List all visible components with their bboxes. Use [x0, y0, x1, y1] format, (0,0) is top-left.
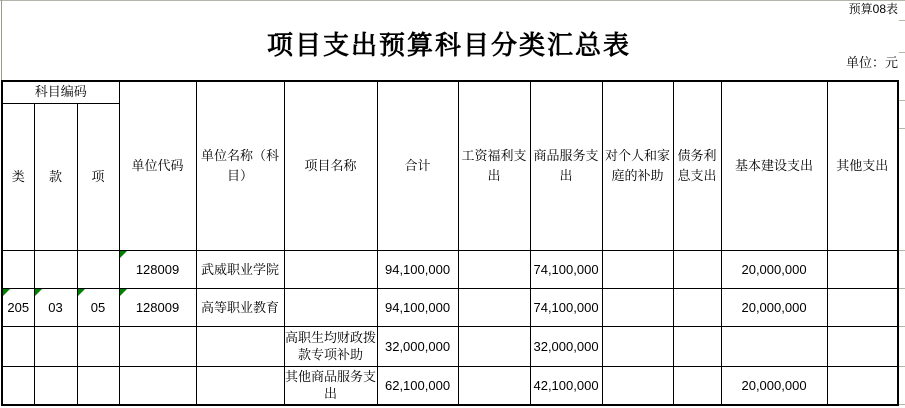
header-section[interactable]: 款 [34, 103, 77, 250]
header-other[interactable]: 其他支出 [827, 81, 898, 250]
sheet-top-edge-line [0, 0, 905, 1]
cell-unit-code[interactable] [119, 326, 196, 366]
green-triangle-icon [78, 289, 85, 296]
header-salary-welfare[interactable]: 工资福利支出 [458, 81, 530, 250]
green-triangle-icon [120, 289, 127, 296]
cell-salary-welfare[interactable] [458, 288, 530, 326]
header-item[interactable]: 项 [77, 103, 119, 250]
cell-individual-family[interactable] [602, 288, 673, 326]
cell-project-name[interactable]: 其他商品服务支出 [284, 366, 377, 405]
cell-section[interactable] [34, 366, 77, 405]
header-debt-interest[interactable]: 债务利息支出 [673, 81, 721, 250]
cell-capital-construction[interactable]: 20,000,000 [721, 250, 827, 288]
cell-goods-services[interactable]: 32,000,000 [530, 326, 602, 366]
header-individual-family[interactable]: 对个人和家庭的补助 [602, 81, 673, 250]
cell-section[interactable]: 03 [34, 288, 77, 326]
cell-section[interactable] [34, 326, 77, 366]
cell-item[interactable] [77, 366, 119, 405]
cell-project-name[interactable] [284, 250, 377, 288]
cell-unit-name[interactable] [196, 326, 284, 366]
header-unit-name[interactable]: 单位名称（科目） [196, 81, 284, 250]
header-class[interactable]: 类 [2, 103, 34, 250]
cell-debt-interest[interactable] [673, 366, 721, 405]
budget-summary-table [1, 80, 899, 406]
cell-goods-services[interactable]: 74,100,000 [530, 250, 602, 288]
sheet-number-label: 预算08表 [848, 2, 898, 16]
cell-class[interactable] [2, 366, 34, 405]
header-unit-code[interactable]: 单位代码 [119, 81, 196, 250]
page-title: 项目支出预算科目分类汇总表 [266, 31, 631, 60]
table-row [2, 250, 898, 288]
cell-salary-welfare[interactable] [458, 250, 530, 288]
cell-salary-welfare[interactable] [458, 326, 530, 366]
cell-class[interactable] [2, 326, 34, 366]
cell-item[interactable] [77, 250, 119, 288]
cell-debt-interest[interactable] [673, 326, 721, 366]
cell-goods-services[interactable]: 42,100,000 [530, 366, 602, 405]
green-triangle-icon [3, 289, 10, 296]
cell-other[interactable] [827, 288, 898, 326]
cell-individual-family[interactable] [602, 366, 673, 405]
green-triangle-icon [120, 251, 127, 258]
table-row [2, 288, 898, 326]
cell-capital-construction[interactable]: 20,000,000 [721, 288, 827, 326]
cell-unit-name[interactable]: 高等职业教育 [196, 288, 284, 326]
cell-class[interactable]: 205 [2, 288, 34, 326]
header-total[interactable]: 合计 [377, 81, 458, 250]
cell-total[interactable]: 94,100,000 [377, 250, 458, 288]
cell-goods-services[interactable]: 74,100,000 [530, 288, 602, 326]
cell-project-name[interactable] [284, 288, 377, 326]
cell-item[interactable]: 05 [77, 288, 119, 326]
header-goods-services[interactable]: 商品服务支出 [530, 81, 602, 250]
cell-total[interactable]: 32,000,000 [377, 326, 458, 366]
cell-unit-code[interactable]: 128009 [119, 250, 196, 288]
table-row [2, 326, 898, 366]
header-subject-code-group[interactable]: 科目编码 [2, 81, 119, 103]
cell-total[interactable]: 62,100,000 [377, 366, 458, 405]
header-project-name[interactable]: 项目名称 [284, 81, 377, 250]
cell-unit-code[interactable] [119, 366, 196, 405]
cell-unit-name[interactable] [196, 366, 284, 405]
green-triangle-icon [35, 289, 42, 296]
cell-capital-construction[interactable]: 20,000,000 [721, 366, 827, 405]
cell-class[interactable] [2, 250, 34, 288]
cell-section[interactable] [34, 250, 77, 288]
cell-item[interactable] [77, 326, 119, 366]
cell-debt-interest[interactable] [673, 288, 721, 326]
cell-salary-welfare[interactable] [458, 366, 530, 405]
table-row [2, 366, 898, 405]
unit-label: 单位：元 [845, 55, 898, 70]
cell-other[interactable] [827, 326, 898, 366]
cell-project-name[interactable]: 高职生均财政拨款专项补助 [284, 326, 377, 366]
cell-debt-interest[interactable] [673, 250, 721, 288]
header-capital-construction[interactable]: 基本建设支出 [721, 81, 827, 250]
cell-total[interactable]: 94,100,000 [377, 288, 458, 326]
cell-other[interactable] [827, 366, 898, 405]
cell-individual-family[interactable] [602, 326, 673, 366]
cell-other[interactable] [827, 250, 898, 288]
cell-individual-family[interactable] [602, 250, 673, 288]
cell-unit-code[interactable]: 128009 [119, 288, 196, 326]
cell-capital-construction[interactable] [721, 326, 827, 366]
cell-unit-name[interactable]: 武威职业学院 [196, 250, 284, 288]
